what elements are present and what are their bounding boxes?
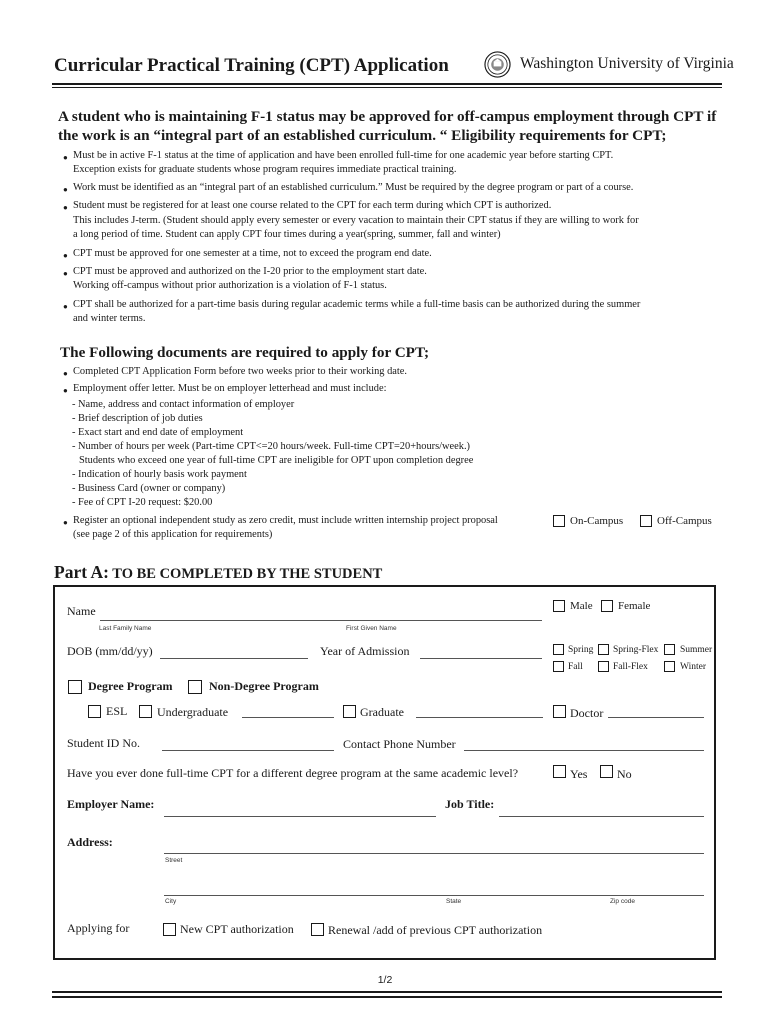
male-label: Male xyxy=(570,600,593,612)
doctor-checkbox[interactable] xyxy=(553,705,566,718)
footer-divider xyxy=(52,991,722,993)
part-a-heading xyxy=(54,562,382,583)
document-subitem-note: Students who exceed one year of full-time CPT are ineligible for OPT upon completion degree xyxy=(79,455,474,466)
undergraduate-checkbox[interactable] xyxy=(139,705,152,718)
part-a-title: TO BE COMPLETED BY THE STUDENT xyxy=(108,566,383,582)
bullet-icon: ● xyxy=(63,185,68,194)
page-number: 1/2 xyxy=(377,974,393,986)
bullet-icon: ● xyxy=(63,251,68,260)
contact-phone-input[interactable] xyxy=(464,750,704,751)
document-subitem: - Fee of CPT I-20 request: $20.00 xyxy=(72,497,213,508)
bullet-icon: ● xyxy=(63,518,68,527)
prior-cpt-question: Have you ever done full-time CPT for a different degree program at the same academic level? xyxy=(67,766,519,780)
bullet-icon: ● xyxy=(63,203,68,212)
undergraduate-label: Undergraduate xyxy=(157,705,229,719)
prior-cpt-no-label: No xyxy=(617,767,632,781)
summer-label: Summer xyxy=(680,645,713,655)
winter-checkbox[interactable] xyxy=(664,661,675,672)
name-label: Name xyxy=(67,604,96,618)
street-caption: Street xyxy=(165,857,183,864)
header-divider xyxy=(52,83,722,85)
bullet-icon: ● xyxy=(63,269,68,278)
degree-program-label: Degree Program xyxy=(88,679,173,693)
bullet-icon: ● xyxy=(63,386,68,395)
part-a-prefix: Part A: xyxy=(54,562,109,582)
eligibility-item: Must be in active F-1 status at the time of application and have been enrolled full-time for one academic year before starting CPT. xyxy=(73,150,614,161)
off-campus-label: Off-Campus xyxy=(657,515,712,527)
state-caption: State xyxy=(446,898,462,905)
prior-cpt-yes-checkbox[interactable] xyxy=(553,765,566,778)
university-name: Washington University of Virginia xyxy=(520,55,734,72)
fall-checkbox[interactable] xyxy=(553,661,564,672)
city-caption: City xyxy=(165,898,177,905)
non-degree-program-checkbox[interactable] xyxy=(188,680,202,694)
job-title-label: Job Title: xyxy=(445,797,495,811)
document-subitem: - Exact start and end date of employment xyxy=(72,427,244,438)
fall-flex-label: Fall-Flex xyxy=(613,662,648,672)
graduate-checkbox[interactable] xyxy=(343,705,356,718)
summer-checkbox[interactable] xyxy=(664,644,675,655)
intro-line-1: A student who is maintaining F-1 status may be approved for off-campus employment through CPT if xyxy=(58,108,717,125)
documents-heading: The Following documents are required to apply for CPT; xyxy=(60,344,430,361)
prior-cpt-yes-label: Yes xyxy=(570,767,588,781)
first-name-caption: First Given Name xyxy=(346,625,397,632)
document-item: Employment offer letter. Must be on employer letterhead and must include: xyxy=(73,383,387,394)
page-title: Curricular Practical Training (CPT) Application xyxy=(54,55,449,76)
bullet-icon: ● xyxy=(63,369,68,378)
eligibility-item: CPT must be approved and authorized on the I-20 prior to the employment start date. xyxy=(73,266,427,277)
bullet-icon: ● xyxy=(63,153,68,162)
fall-label: Fall xyxy=(568,662,583,672)
female-checkbox[interactable] xyxy=(601,600,613,612)
year-admission-label: Year of Admission xyxy=(320,644,410,658)
winter-label: Winter xyxy=(680,662,706,672)
eligibility-item: CPT shall be authorized for a part-time basis during regular academic terms while a full-time basis can be authorized during the summer xyxy=(73,299,641,310)
renewal-cpt-checkbox[interactable] xyxy=(311,923,324,936)
eligibility-item: Student must be registered for at least one course related to the CPT for each term during which CPT is authorized. xyxy=(73,200,552,211)
eligibility-item-cont: This includes J-term. (Student should apply every semester or every vacation to maintain their CPT status if they are willing to work for xyxy=(73,215,639,226)
bullet-icon: ● xyxy=(63,302,68,311)
prior-cpt-no-checkbox[interactable] xyxy=(600,765,613,778)
on-campus-label: On-Campus xyxy=(570,515,624,527)
document-subitem: - Indication of hourly basis work payment xyxy=(72,469,247,480)
esl-checkbox[interactable] xyxy=(88,705,101,718)
graduate-input[interactable] xyxy=(416,717,543,718)
document-item: Completed CPT Application Form before two weeks prior to their working date. xyxy=(73,366,407,377)
eligibility-item-cont: a long period of time. Student can apply CPT four times during a year(spring, summer, fall and winter) xyxy=(73,229,501,240)
intro-line-2: the work is an “integral part of an established curriculum. “ Eligibility requirements for CPT; xyxy=(58,127,667,144)
spring-flex-label: Spring-Flex xyxy=(613,645,659,655)
student-id-input[interactable] xyxy=(162,750,334,751)
undergraduate-input[interactable] xyxy=(242,717,334,718)
address-label: Address: xyxy=(67,835,113,849)
zip-caption: Zip code xyxy=(610,898,635,905)
street-input[interactable] xyxy=(164,853,704,854)
eligibility-item: CPT must be approved for one semester at a time, not to exceed the program end date. xyxy=(73,248,432,259)
dob-input[interactable] xyxy=(160,658,308,659)
applying-for-label: Applying for xyxy=(67,921,130,935)
employer-name-label: Employer Name: xyxy=(67,797,155,811)
spring-label: Spring xyxy=(568,645,594,655)
footer-divider-2 xyxy=(52,996,722,998)
intro-text xyxy=(58,107,738,145)
document-item-cont: (see page 2 of this application for requirements) xyxy=(73,529,273,540)
contact-phone-label: Contact Phone Number xyxy=(343,737,456,751)
employer-name-input[interactable] xyxy=(164,816,436,817)
student-id-label: Student ID No. xyxy=(67,736,140,750)
university-seal-icon xyxy=(484,51,511,78)
eligibility-item-cont: and winter terms. xyxy=(73,313,146,324)
spring-flex-checkbox[interactable] xyxy=(598,644,609,655)
new-cpt-checkbox[interactable] xyxy=(163,923,176,936)
last-name-caption: Last Family Name xyxy=(99,625,152,632)
new-cpt-label: New CPT authorization xyxy=(180,922,294,936)
spring-checkbox[interactable] xyxy=(553,644,564,655)
doctor-input[interactable] xyxy=(608,717,704,718)
document-subitem: - Brief description of job duties xyxy=(72,413,203,424)
document-subitem: - Number of hours per week (Part-time CPT<=20 hours/week. Full-time CPT=20+hours/week.) xyxy=(72,441,471,452)
document-subitem: - Business Card (owner or company) xyxy=(72,483,226,494)
dob-label: DOB (mm/dd/yy) xyxy=(67,644,153,658)
on-campus-checkbox[interactable] xyxy=(553,515,565,527)
male-checkbox[interactable] xyxy=(553,600,565,612)
document-item: Register an optional independent study as zero credit, must include written internship project proposal xyxy=(73,515,498,526)
renewal-cpt-label: Renewal /add of previous CPT authorization xyxy=(328,923,543,937)
degree-program-checkbox[interactable] xyxy=(68,680,82,694)
fall-flex-checkbox[interactable] xyxy=(598,661,609,672)
name-input[interactable] xyxy=(100,620,542,621)
year-admission-input[interactable] xyxy=(420,658,542,659)
eligibility-item: Work must be identified as an “integral part of an established curriculum.” Must be required by the degree program or part of a course. xyxy=(73,182,634,193)
city-state-zip-input[interactable] xyxy=(164,895,704,896)
document-subitem: - Name, address and contact information of employer xyxy=(72,399,295,410)
female-label: Female xyxy=(618,600,651,612)
job-title-input[interactable] xyxy=(499,816,704,817)
eligibility-item-cont: Exception exists for graduate students whose program requires immediate practical training. xyxy=(73,164,457,175)
graduate-label: Graduate xyxy=(360,705,404,719)
esl-label: ESL xyxy=(106,704,128,718)
header-divider-thin xyxy=(52,87,722,88)
eligibility-item-cont: Working off-campus without prior authorization is a violation of F-1 status. xyxy=(73,280,387,291)
non-degree-program-label: Non-Degree Program xyxy=(209,679,319,693)
off-campus-checkbox[interactable] xyxy=(640,515,652,527)
doctor-label: Doctor xyxy=(570,706,604,720)
